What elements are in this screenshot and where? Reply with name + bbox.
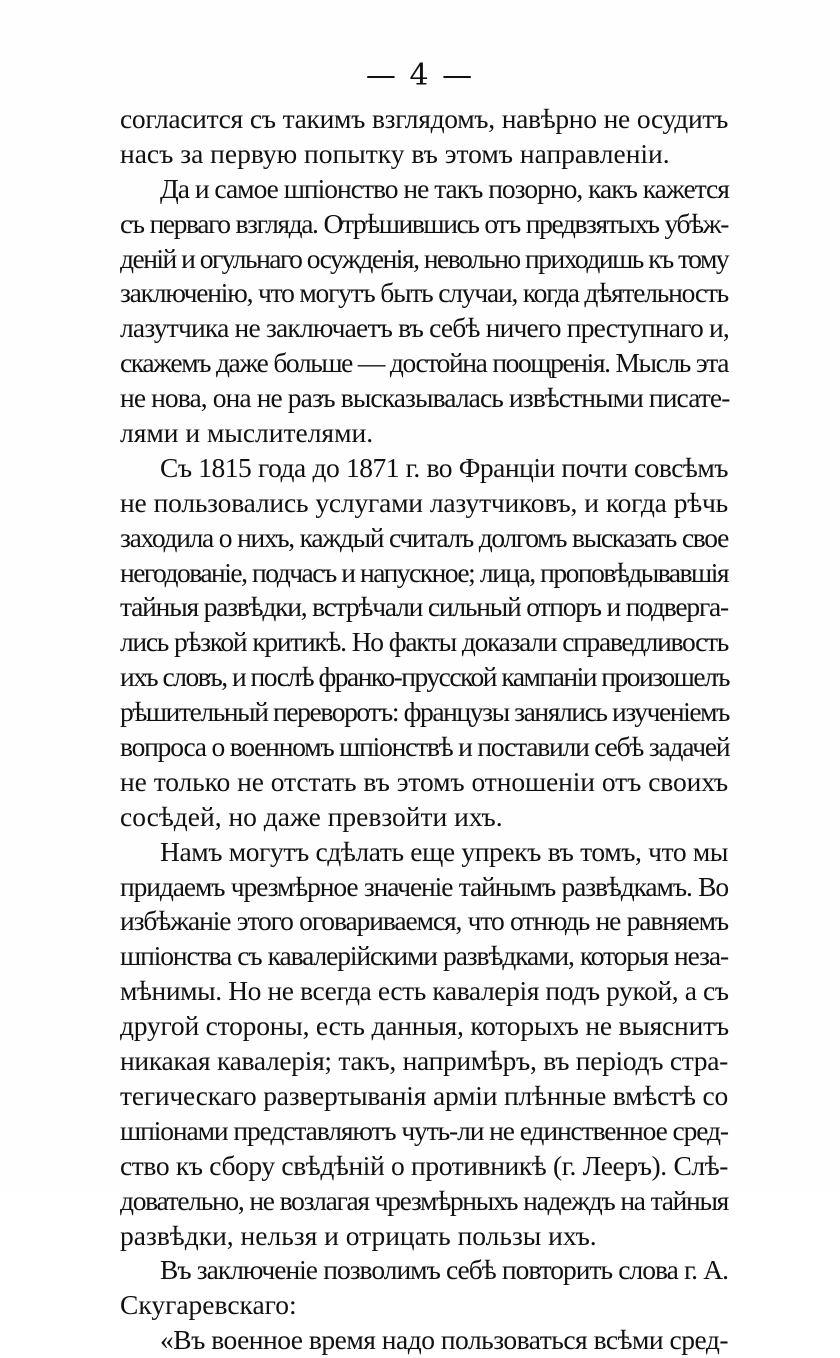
- text-line: довательно, не возлагая чрезмѣрныхъ надеждъ на тайныя: [120, 1184, 728, 1216]
- text-line: не пользовались услугами лазутчиковъ, и когда рѣчь: [120, 486, 728, 518]
- text-line: согласится съ такимъ взглядомъ, навѣрно не осудитъ: [120, 103, 728, 134]
- body-text: [120, 102, 728, 1358]
- text-line: никакая кавалерія; такъ, напримѣръ, въ періодъ стра-: [120, 1045, 728, 1077]
- text-line: Да и самое шпіонство не такъ позорно, какъ кажется: [160, 172, 729, 204]
- text-line: тайныя развѣдки, встрѣчали сильный отпоръ и подверга-: [120, 591, 728, 623]
- text-line: шпіонами представляютъ чуть-ли не единственное сред-: [120, 1114, 728, 1146]
- text-line: лазутчика не заключаетъ въ себѣ ничего преступнаго и,: [120, 312, 730, 344]
- text-line: Съ 1815 года до 1871 г. во Франціи почти совсѣмъ: [160, 451, 728, 483]
- text-line: вопроса о военномъ шпіонствѣ и поставили себѣ задачей: [120, 731, 730, 763]
- text-line: лями и мыслителями.: [120, 417, 374, 449]
- text-line: ихъ словъ, и послѣ франко-прусской кампаніи произошелъ: [120, 661, 730, 693]
- text-line: Скугаревскаго:: [120, 1289, 297, 1321]
- text-line: заходила о нихъ, каждый считалъ долгомъ высказать свое: [120, 521, 728, 553]
- text-line: развѣдки, нельзя и отрицать пользы ихъ.: [120, 1219, 597, 1251]
- text-line: тегическаго развертыванія арміи плѣнные вмѣстѣ со: [120, 1079, 728, 1111]
- text-line: избѣжаніе этого оговариваемся, что отнюдь не равняемъ: [120, 905, 728, 937]
- text-line: другой стороны, есть данныя, которыхъ не выяснитъ: [120, 1010, 729, 1042]
- text-line: мѣнимы. Но не всегда есть кавалерія подъ рукой, а съ: [120, 975, 729, 1007]
- text-line: не нова, она не разъ высказывалась извѣстными писате-: [120, 382, 730, 414]
- text-line: ство къ сбору свѣдѣній о противникѣ (г. Лееръ). Слѣ-: [120, 1149, 728, 1181]
- text-line: лись рѣзкой критикѣ. Но факты доказали справедливость: [120, 626, 728, 658]
- text-line: шпіонства съ кавалерійскими развѣдками, которыя неза-: [120, 940, 728, 972]
- page-number: — 4 —: [365, 58, 475, 93]
- text-line: Намъ могутъ сдѣлать еще упрекъ въ томъ, что мы: [160, 835, 728, 867]
- text-line: рѣшительный переворотъ: французы занялись изученіемъ: [120, 696, 730, 728]
- text-line: «Въ военное время надо пользоваться всѣми сред-: [160, 1324, 728, 1356]
- text-line: сосѣдей, но даже превзойти ихъ.: [120, 800, 503, 832]
- text-line: не только не отстать въ этомъ отношеніи отъ своихъ: [120, 765, 728, 797]
- text-line: Въ заключеніе позволимъ себѣ повторить слова г. А.: [160, 1254, 728, 1286]
- text-line: съ перваго взгляда. Отрѣшившись отъ предвзятыхъ убѣж-: [120, 207, 728, 239]
- text-line: насъ за первую попытку въ этомъ направленіи.: [120, 137, 670, 169]
- text-line: деній и огульнаго осужденія, невольно приходишь къ тому: [120, 242, 729, 274]
- text-line: скажемъ даже больше — достойна поощренія. Мысль эта: [120, 347, 728, 379]
- text-line: негодованіе, подчасъ и напускное; лица, проповѣдывавшія: [120, 556, 728, 588]
- text-line: заключенію, что могутъ быть случаи, когда дѣятельность: [120, 277, 728, 309]
- text-line: придаемъ чрезмѣрное значеніе тайнымъ развѣдкамъ. Во: [120, 870, 728, 902]
